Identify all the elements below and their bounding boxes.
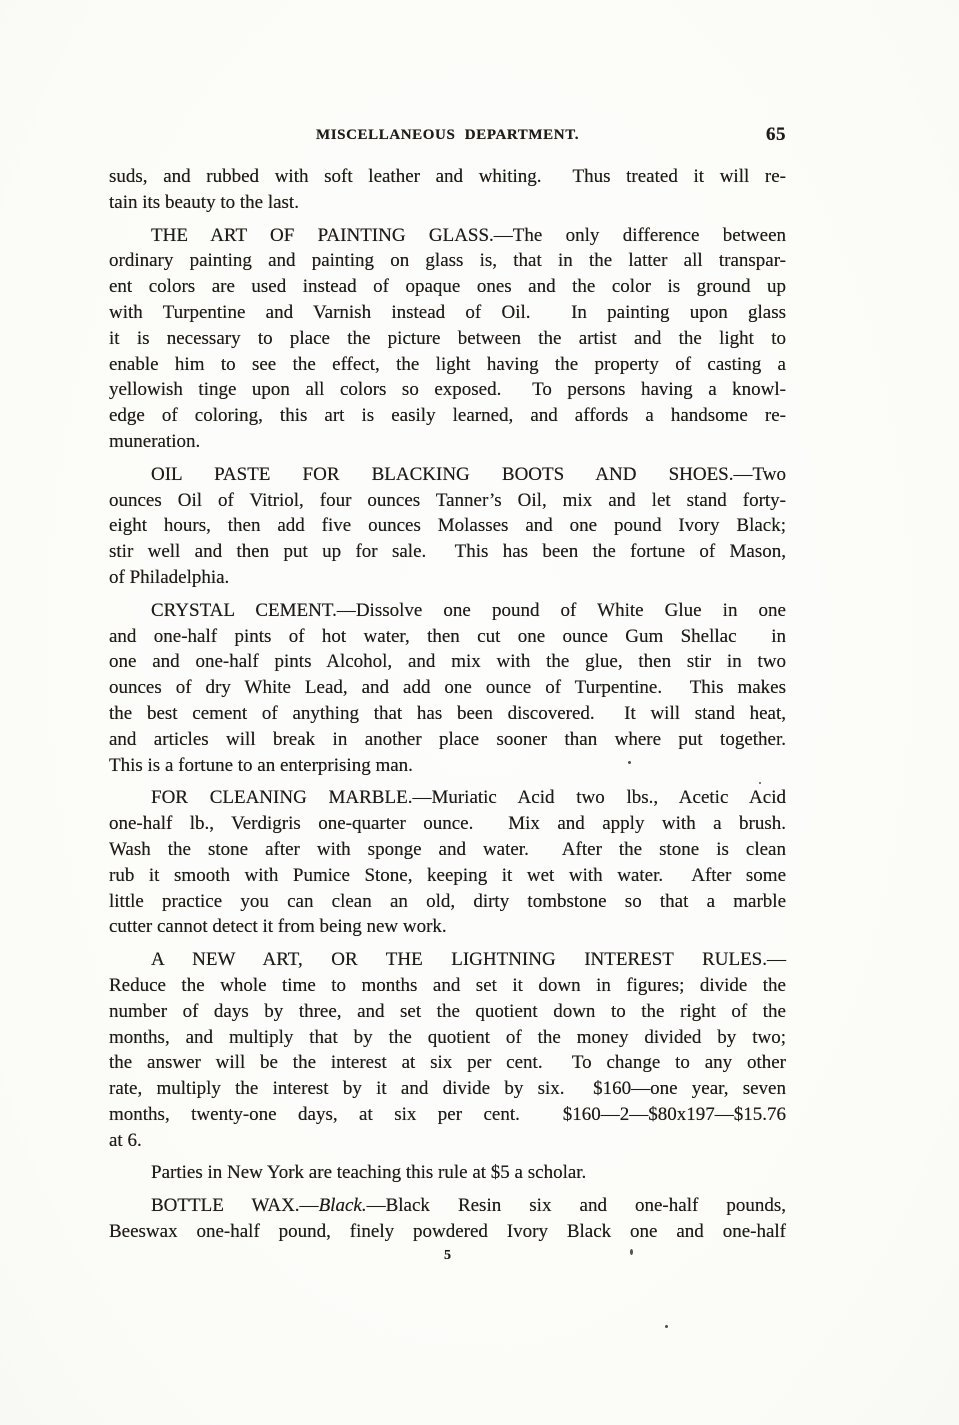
page-footer [109, 1246, 786, 1264]
running-title: MISCELLANEOUS DEPARTMENT. [315, 127, 580, 143]
text-run: little practice you can clean an old, dirty tombstone so that a marble [109, 890, 786, 912]
text-run: at 6. [109, 1129, 142, 1151]
text-run: and one-half pints of hot water, then cut one ounce Gum Shellac in [109, 625, 786, 647]
text-line [109, 701, 786, 727]
text-line [109, 837, 786, 863]
scan-speck [665, 1325, 668, 1328]
text-run: suds, and rubbed with soft leather and whiting. Thus treated it will re- [109, 166, 786, 187]
text-block [109, 0, 786, 1425]
text-line [109, 889, 786, 915]
text-run: enable him to see the effect, the light having the property of casting a [109, 353, 786, 375]
text-run: FOR CLEANING MARBLE.—Muriatic Acid two lbs., Acetic Acid [151, 787, 786, 809]
paragraph [109, 947, 786, 1153]
text-line [109, 1050, 786, 1076]
text-line [109, 377, 786, 403]
text-line [109, 947, 786, 973]
page-body [109, 164, 786, 1245]
scan-speck [628, 761, 631, 764]
scan-speck [759, 782, 761, 784]
text-run: ounces Oil of Vitriol, four ounces Tanner’s Oil, mix and let stand forty- [109, 489, 786, 511]
text-line [109, 1193, 786, 1219]
text-run: with Turpentine and Varnish instead of Oil. In painting upon glass [109, 301, 786, 323]
text-run: one and one-half pints Alcohol, and mix with the glue, then stir in two [109, 651, 786, 673]
text-line [109, 248, 786, 274]
page-number: 65 [766, 124, 786, 145]
text-run: THE ART OF PAINTING GLASS.—The only difference between [151, 224, 786, 246]
text-run: of Philadelphia. [109, 566, 230, 588]
paragraph [109, 164, 786, 216]
text-run: OIL PASTE FOR BLACKING BOOTS AND SHOES.—Two [151, 463, 786, 485]
text-line [109, 190, 786, 216]
text-run: ent colors are used instead of opaque ones and the color is ground up [109, 276, 786, 298]
text-line [109, 811, 786, 837]
text-run: the best cement of anything that has been discovered. It will stand heat, [109, 702, 786, 724]
text-run: Parties in New York are teaching this rule at $5 a scholar. [151, 1162, 587, 1184]
text-run: yellowish tinge upon all colors so exposed. To persons having a knowl- [109, 379, 786, 401]
text-line [109, 539, 786, 565]
paragraph [109, 1193, 786, 1245]
text-run: one-half lb., Verdigris one-quarter ounce. Mix and apply with a brush. [109, 813, 786, 835]
text-run: tain its beauty to the last. [109, 191, 299, 213]
text-line [109, 300, 786, 326]
text-line [109, 999, 786, 1025]
text-run: CRYSTAL CEMENT.—Dissolve one pound of White Glue in one [151, 599, 786, 621]
text-line [109, 624, 786, 650]
text-run: rate, multiply the interest by it and divide by six. $160—one year, seven [109, 1078, 786, 1100]
text-run: This is a fortune to an enterprising man. [109, 754, 413, 776]
text-line [109, 914, 786, 940]
text-run: ounces of dry White Lead, and add one ounce of Turpentine. This makes [109, 677, 786, 699]
text-line [109, 429, 786, 455]
text-run: —Black Resin six and one-half pounds, [366, 1195, 786, 1217]
text-line [109, 488, 786, 514]
text-run: months, twenty-one days, at six per cent. $160—2—$80x197—$15.76 [109, 1103, 786, 1125]
italic-run: Black. [318, 1195, 367, 1217]
paragraph [109, 598, 786, 779]
paragraph [109, 1160, 786, 1186]
text-line [109, 326, 786, 352]
text-run: number of days by three, and set the quotient down to the right of the [109, 1000, 786, 1022]
text-run: Beeswax one-half pound, finely powdered Ivory Black one and one-half [109, 1221, 786, 1243]
text-line [109, 1076, 786, 1102]
text-line [109, 403, 786, 429]
paragraph [109, 462, 786, 591]
text-line [109, 462, 786, 488]
text-line [109, 753, 786, 779]
text-line [109, 1219, 786, 1245]
text-line [109, 1128, 786, 1154]
text-line [109, 352, 786, 378]
text-run: eight hours, then add five ounces Molasses and one pound Ivory Black; [109, 515, 786, 537]
text-run: BOTTLE WAX.— [151, 1195, 319, 1217]
text-line [109, 1025, 786, 1051]
text-run: muneration. [109, 430, 201, 452]
scan-speck [630, 1249, 633, 1255]
text-run: A NEW ART, OR THE LIGHTNING INTEREST RULES.— [151, 949, 786, 971]
text-run: cutter cannot detect it from being new work. [109, 916, 447, 938]
text-line [109, 649, 786, 675]
signature-mark: 5 [444, 1248, 451, 1263]
text-line [109, 1102, 786, 1128]
text-run: it is necessary to place the picture between the artist and the light to [109, 327, 786, 349]
text-line [109, 1160, 786, 1186]
text-line [109, 675, 786, 701]
paragraph [109, 223, 786, 455]
text-line [109, 513, 786, 539]
text-run: Wash the stone after with sponge and water. After the stone is clean [109, 838, 786, 860]
text-line [109, 785, 786, 811]
text-run: stir well and then put up for sale. This has been the fortune of Mason, [109, 541, 786, 563]
text-line [109, 863, 786, 889]
text-line [109, 565, 786, 591]
text-line [109, 727, 786, 753]
text-line [109, 164, 786, 190]
text-run: rub it smooth with Pumice Stone, keeping it wet with water. After some [109, 864, 786, 886]
text-run: the answer will be the interest at six per cent. To change to any other [109, 1052, 786, 1074]
text-run: edge of coloring, this art is easily learned, and affords a handsome re- [109, 405, 786, 427]
text-line [109, 598, 786, 624]
text-run: months, and multiply that by the quotient of the money divided by two; [109, 1026, 786, 1048]
text-run: ordinary painting and painting on glass is, that in the latter all transpar- [109, 250, 786, 272]
page-header [109, 124, 786, 149]
text-line [109, 274, 786, 300]
text-run: Reduce the whole time to months and set it down in figures; divide the [109, 974, 786, 996]
paragraph [109, 785, 786, 940]
text-run: and articles will break in another place sooner than where put together. [109, 728, 786, 750]
text-line [109, 973, 786, 999]
text-line [109, 223, 786, 249]
